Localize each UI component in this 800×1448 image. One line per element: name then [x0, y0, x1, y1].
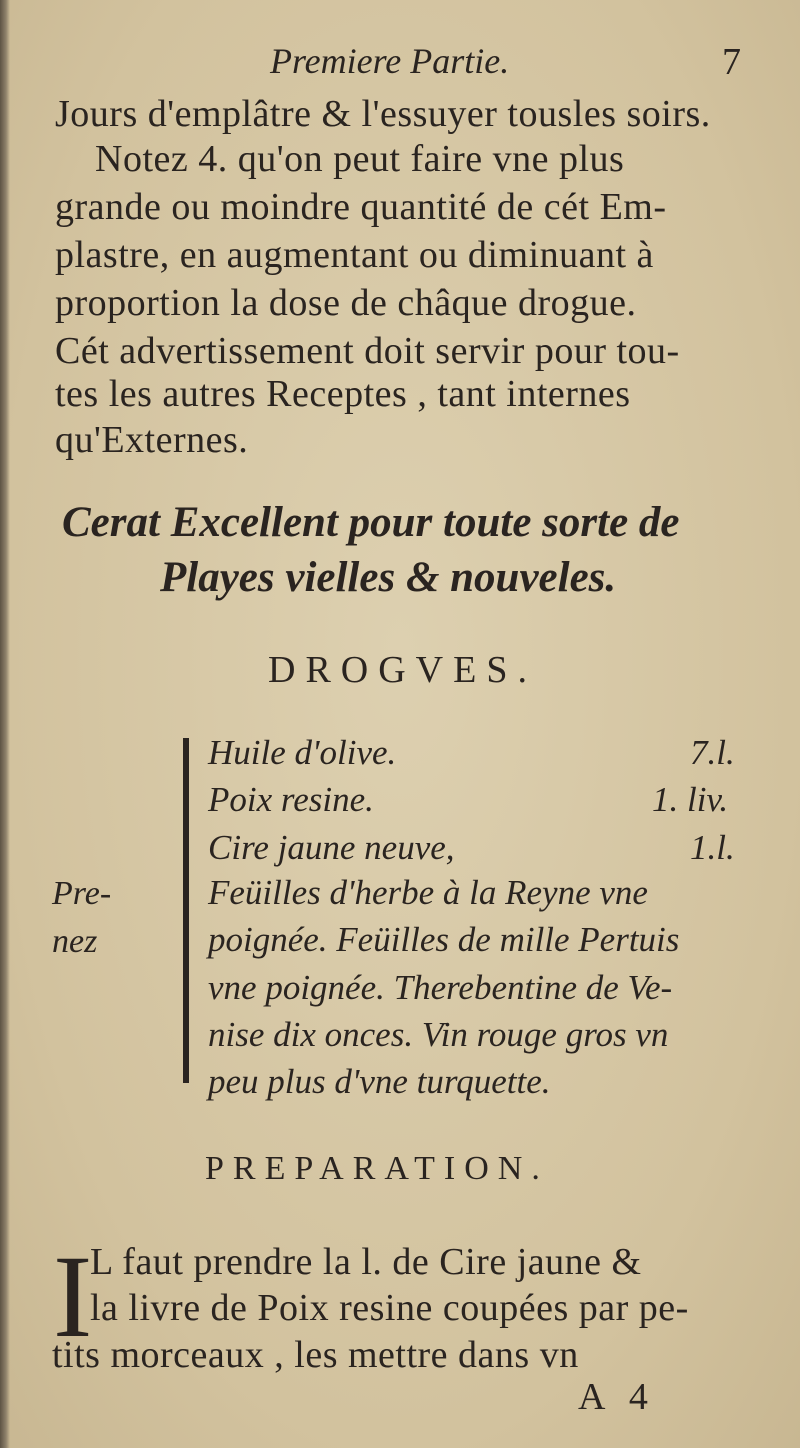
signature-mark: A 4	[578, 1376, 656, 1418]
body-text-line: Jours d'emplâtre & l'essuyer tousles soirs.	[55, 93, 711, 135]
body-text-line: Notez 4. qu'on peut faire vne plus	[95, 138, 625, 180]
page-number: 7	[722, 41, 741, 83]
body-text-line: qu'Externes.	[55, 419, 249, 461]
preparation-heading: PREPARATION.	[205, 1150, 549, 1187]
drop-cap-letter: I	[53, 1231, 93, 1362]
ingredient-text-line: vne poignée. Therebentine de Ve-	[208, 968, 673, 1007]
body-text-line: grande ou moindre quantité de cét Em-	[55, 186, 667, 228]
body-text-line: Cét advertissement doit servir pour tou-	[55, 330, 680, 372]
side-label-nez: nez	[52, 923, 98, 960]
ingredient-name: Cire jaune neuve,	[208, 828, 455, 867]
ingredient-qty: 1.l.	[690, 828, 735, 867]
ingredient-name: Poix resine.	[208, 780, 374, 819]
section-title-line-2: Playes vielles & nouveles.	[160, 554, 617, 601]
ingredients-bracket	[183, 738, 189, 1083]
preparation-text-line: tits morceaux , les mettre dans vn	[52, 1334, 579, 1376]
running-header-title: Premiere Partie.	[270, 41, 510, 81]
ingredient-name: Huile d'olive.	[208, 733, 397, 772]
ingredient-qty: 1. liv.	[652, 780, 729, 819]
ingredient-text-line: Feüilles d'herbe à la Reyne vne	[208, 873, 648, 912]
drogues-heading: DROGVES.	[268, 649, 537, 691]
ingredient-text-line: nise dix onces. Vin rouge gros vn	[208, 1015, 669, 1054]
preparation-text-line: L faut prendre la l. de Cire jaune &	[90, 1241, 642, 1283]
ingredient-qty: 7.l.	[690, 733, 735, 772]
ingredient-text-line: peu plus d'vne turquette.	[208, 1062, 551, 1101]
side-label-pre: Pre-	[52, 875, 112, 912]
section-title-line-1: Cerat Excellent pour toute sorte de	[62, 499, 680, 546]
preparation-text-line: la livre de Poix resine coupées par pe-	[90, 1287, 689, 1329]
body-text-line: proportion la dose de châque drogue.	[55, 282, 637, 324]
page-binding-edge	[0, 0, 10, 1448]
body-text-line: plastre, en augmentant ou diminuant à	[55, 234, 654, 276]
body-text-line: tes les autres Receptes , tant internes	[55, 373, 631, 415]
ingredient-text-line: poignée. Feüilles de mille Pertuis	[208, 920, 680, 959]
